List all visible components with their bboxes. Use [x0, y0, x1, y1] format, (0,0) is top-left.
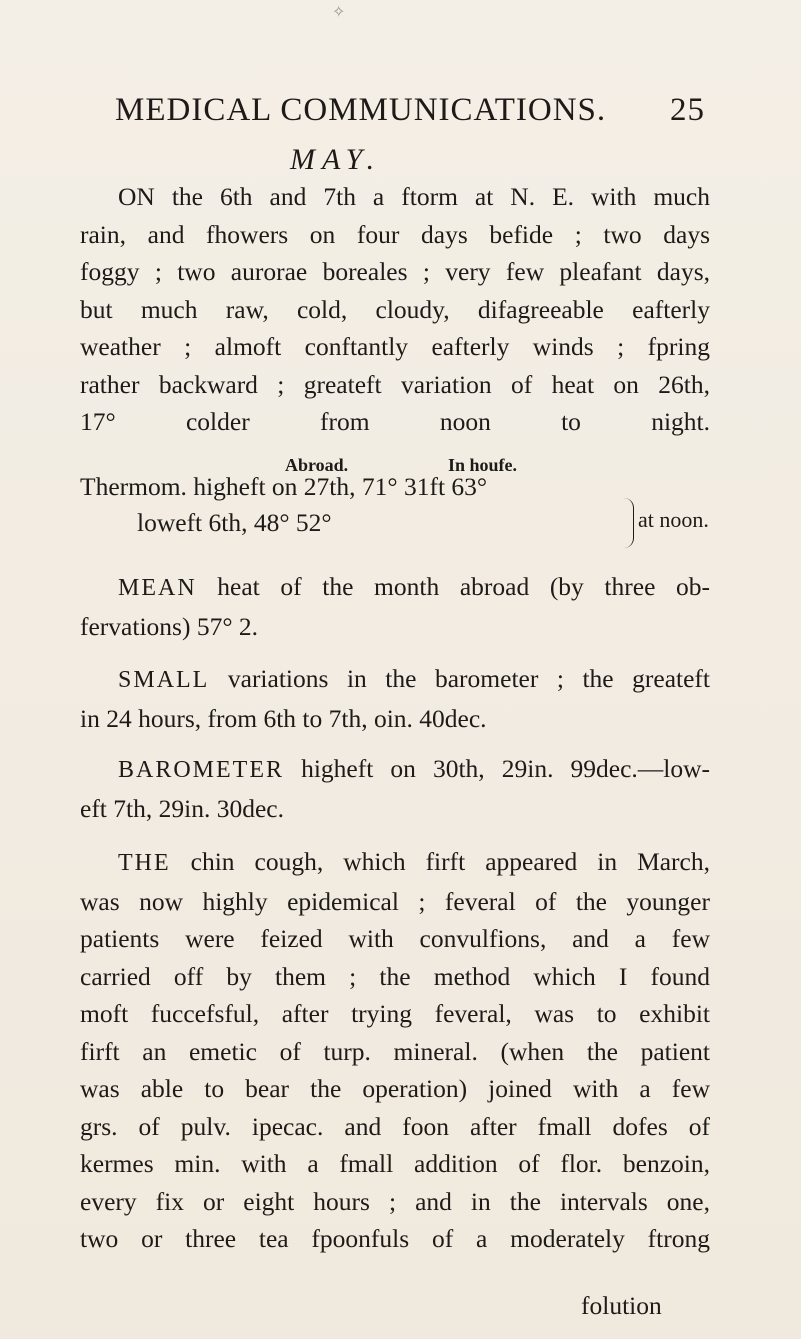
- text-line: kermes min. with a fmall addition of flor. benzoin,: [80, 1149, 710, 1178]
- text-line: in 24 hours, from 6th to 7th, oin. 40dec.: [80, 703, 487, 733]
- text-line: carried off by them ; the method which I found: [80, 961, 710, 991]
- text-line: but much raw, cold, cloudy, difagreeable eafterly: [80, 294, 710, 324]
- catchword: folution: [581, 1291, 662, 1320]
- running-head: MEDICAL COMMUNICATIONS.: [115, 92, 607, 128]
- brace: [623, 498, 634, 548]
- text-line: [80, 843, 710, 883]
- line-text: chin cough, which firft appeared in March,: [190, 847, 710, 876]
- row-label: Thermom.: [80, 472, 187, 501]
- paragraph-barometer: [80, 750, 710, 827]
- text-line: eft 7th, 29in. 30dec.: [80, 793, 284, 823]
- small-caps-lead: SMALL: [118, 667, 210, 693]
- text-line: every fix or eight hours ; and in the intervals one,: [80, 1186, 710, 1216]
- text-line: two or three tea fpoonfuls of a moderately ftrong: [80, 1224, 710, 1253]
- text-line: rain, and fhowers on four days befide ; two days: [80, 219, 710, 249]
- column-head-abroad: Abroad.: [285, 455, 349, 475]
- text-line: rather backward ; greateft variation of heat on 26th,: [80, 369, 710, 399]
- text-line: patients were feized with convulfions, and a few: [80, 924, 710, 953]
- text-line: 17° colder from noon to night.: [80, 407, 710, 436]
- at-noon-note: at noon.: [638, 507, 709, 532]
- paragraph-chin-cough: [80, 843, 710, 1258]
- text-line: fervations) 57° 2.: [80, 611, 259, 641]
- page-number: 25: [670, 92, 705, 128]
- line-text: variations in the barometer ; the greateft: [227, 664, 711, 693]
- text-line: was able to bear the operation) joined with a few: [80, 1074, 710, 1103]
- thermometer-row-highest: [80, 472, 487, 502]
- paragraph-barometer-variations: [80, 660, 710, 737]
- row-text: loweft 6th, 48° 52°: [137, 508, 332, 537]
- text-line: grs. of pulv. ipecac. and foon after fmall dofes of: [80, 1111, 710, 1141]
- text-line: was now highly epidemical ; feveral of the younger: [80, 886, 710, 916]
- page-mark: ✧: [332, 4, 346, 21]
- text-line: [80, 750, 710, 790]
- line-text: heat of the month abroad (by three ob-: [217, 572, 711, 601]
- line-text: higheft on 30th, 29in. 99dec.—low-: [301, 754, 711, 783]
- paragraph-weather: [80, 178, 710, 441]
- text-line: moft fuccefsful, after trying feveral, was to exhibit: [80, 999, 710, 1028]
- thermometer-row-lowest: [137, 508, 332, 538]
- small-caps-lead: MEAN: [118, 575, 197, 601]
- row-text: higheft on 27th, 71° 31ft 63°: [193, 472, 488, 501]
- paragraph-mean: [80, 568, 710, 645]
- text-line: ON the 6th and 7th a ftorm at N. E. with much: [118, 182, 710, 211]
- page-header: [115, 92, 705, 138]
- small-caps-lead: THE: [118, 850, 171, 876]
- text-line: firft an emetic of turp. mineral. (when the patient: [80, 1036, 710, 1066]
- text-line: foggy ; two aurorae boreales ; very few pleafant days,: [80, 257, 710, 286]
- text-line: [80, 568, 710, 608]
- text-line: [80, 660, 710, 700]
- small-caps-lead: BAROMETER: [118, 757, 285, 783]
- section-title: MAY.: [290, 143, 382, 176]
- text-line: weather ; almoft conftantly eafterly winds ; fpring: [80, 332, 710, 361]
- column-head-in-house: In houfe.: [448, 455, 518, 475]
